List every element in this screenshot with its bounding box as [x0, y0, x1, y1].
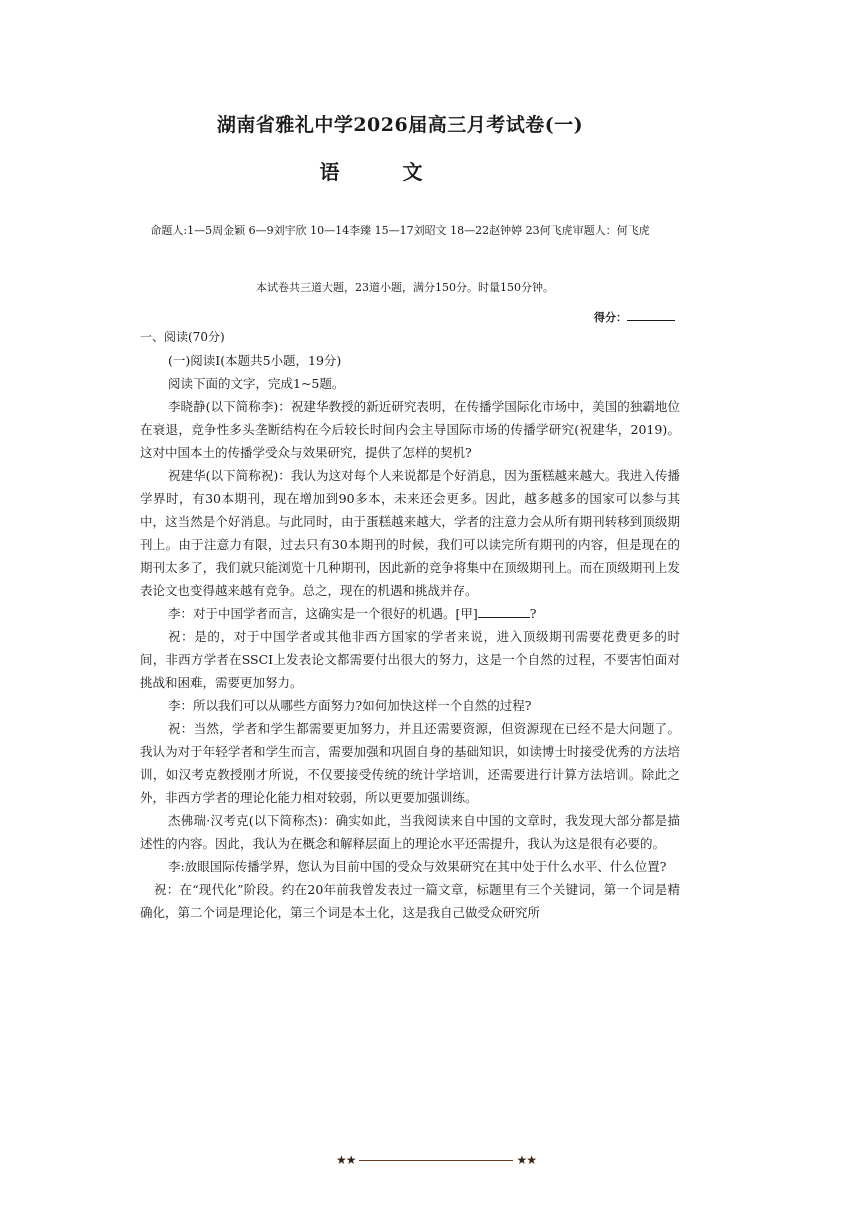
paragraph: 祝：是的，对于中国学者或其他非西方国家的学者来说，进入顶级期刊需要花费更多的时间，非西方学者在SSCI上发表论文都需要付出很大的努力，这是一个自然的过程，不要害怕面对挑战和困难，需要更加努力。: [140, 629, 680, 690]
star-icon: ★★: [516, 1153, 536, 1167]
exam-title: 湖南省雅礼中学2026届高三月考试卷(一): [216, 114, 584, 136]
paragraph: 杰佛瑞·汉考克(以下简称杰)：确实如此，当我阅读来自中国的文章时，我发现大部分都是描述性的内容。因此，我认为在概念和解释层面上的理论水平还需提升，我认为这是很有必要的。: [140, 813, 680, 851]
answer-blank-jia[interactable]: [478, 605, 530, 618]
paragraph: 李：所以我们可以从哪些方面努力?如何加快这样一个自然的过程?: [168, 698, 532, 713]
score-field: [594, 309, 675, 325]
paragraph: 李:放眼国际传播学界，您认为目前中国的受众与效果研究在其中处于什么水平、什么位置?: [168, 859, 667, 874]
instruction-text: 阅读下面的文字，完成1~5题。: [168, 376, 345, 391]
reading-body: [140, 326, 680, 924]
page-footer-ornament: [336, 1150, 536, 1170]
score-blank[interactable]: [627, 310, 675, 321]
paragraph: 祝：在“现代化”阶段。约在20年前我曾发表过一篇文章，标题里有三个关键词，第一个词是精确化，第二个词是理论化，第三个词是本土化，这是我自己做受众研究所: [140, 882, 680, 920]
section-heading: 一、阅读(70分): [140, 330, 225, 344]
footer-divider: [359, 1160, 514, 1161]
score-label: 得分：: [594, 311, 627, 324]
paragraph-text: 李：对于中国学者而言，这确实是一个很好的机遇。[甲]: [168, 606, 478, 621]
authors-line: 命题人:1—5周金颖 6—9刘宇欣 10—14李臻 15—17刘昭文 18—22赵钟婷 23何飞虎审题人：何飞虎: [150, 224, 650, 237]
question-mark: ?: [529, 606, 537, 621]
paragraph-with-blank: [140, 602, 680, 625]
subject-title: 语 文: [319, 160, 451, 184]
paragraph: 祝：当然，学者和学生都需要更加努力，并且还需要资源，但资源现在已经不是大问题了。我认为对于年轻学者和学生而言，需要加强和巩固自身的基础知识，如读博士时接受优秀的方法培训，如汉考克教授刚才所说，不仅要接受传统的统计学培训，还需要进行计算方法培训。除此之外，非西方学者的理论化能力相对较弱，所以更要加强训练。: [140, 721, 680, 805]
paragraph: 李晓静(以下简称李)：祝建华教授的新近研究表明，在传播学国际化市场中，美国的独霸地位在衰退，竞争性多头垄断结构在今后较长时间内会主导国际市场的传播学研究(祝建华，2019)。这对中国本土的传播学受众与效果研究，提供了怎样的契机?: [140, 399, 680, 460]
star-icon: ★★: [336, 1153, 356, 1167]
exam-intro: 本试卷共三道大题，23道小题，满分150分。时量150分钟。: [256, 281, 554, 294]
paragraph: 祝建华(以下简称祝)：我认为这对每个人来说都是个好消息，因为蛋糕越来越大。我进入传播学界时，有30本期刊，现在增加到90多本，未来还会更多。因此，越多越多的国家可以参与其中，这当然是个好消息。与此同时，由于蛋糕越来越大，学者的注意力会从所有期刊转移到顶级期刊上。由于注意力有限，过去只有30本期刊的时候，我们可以读完所有期刊的内容，但是现在的期刊太多了，我们就只能浏览十几种期刊，因此新的竞争将集中在顶级期刊上。而在顶级期刊上发表论文也变得越来越有竞争。总之，现在的机遇和挑战并存。: [140, 468, 680, 598]
subsection-heading: (一)阅读Ⅰ(本题共5小题，19分): [168, 353, 342, 368]
